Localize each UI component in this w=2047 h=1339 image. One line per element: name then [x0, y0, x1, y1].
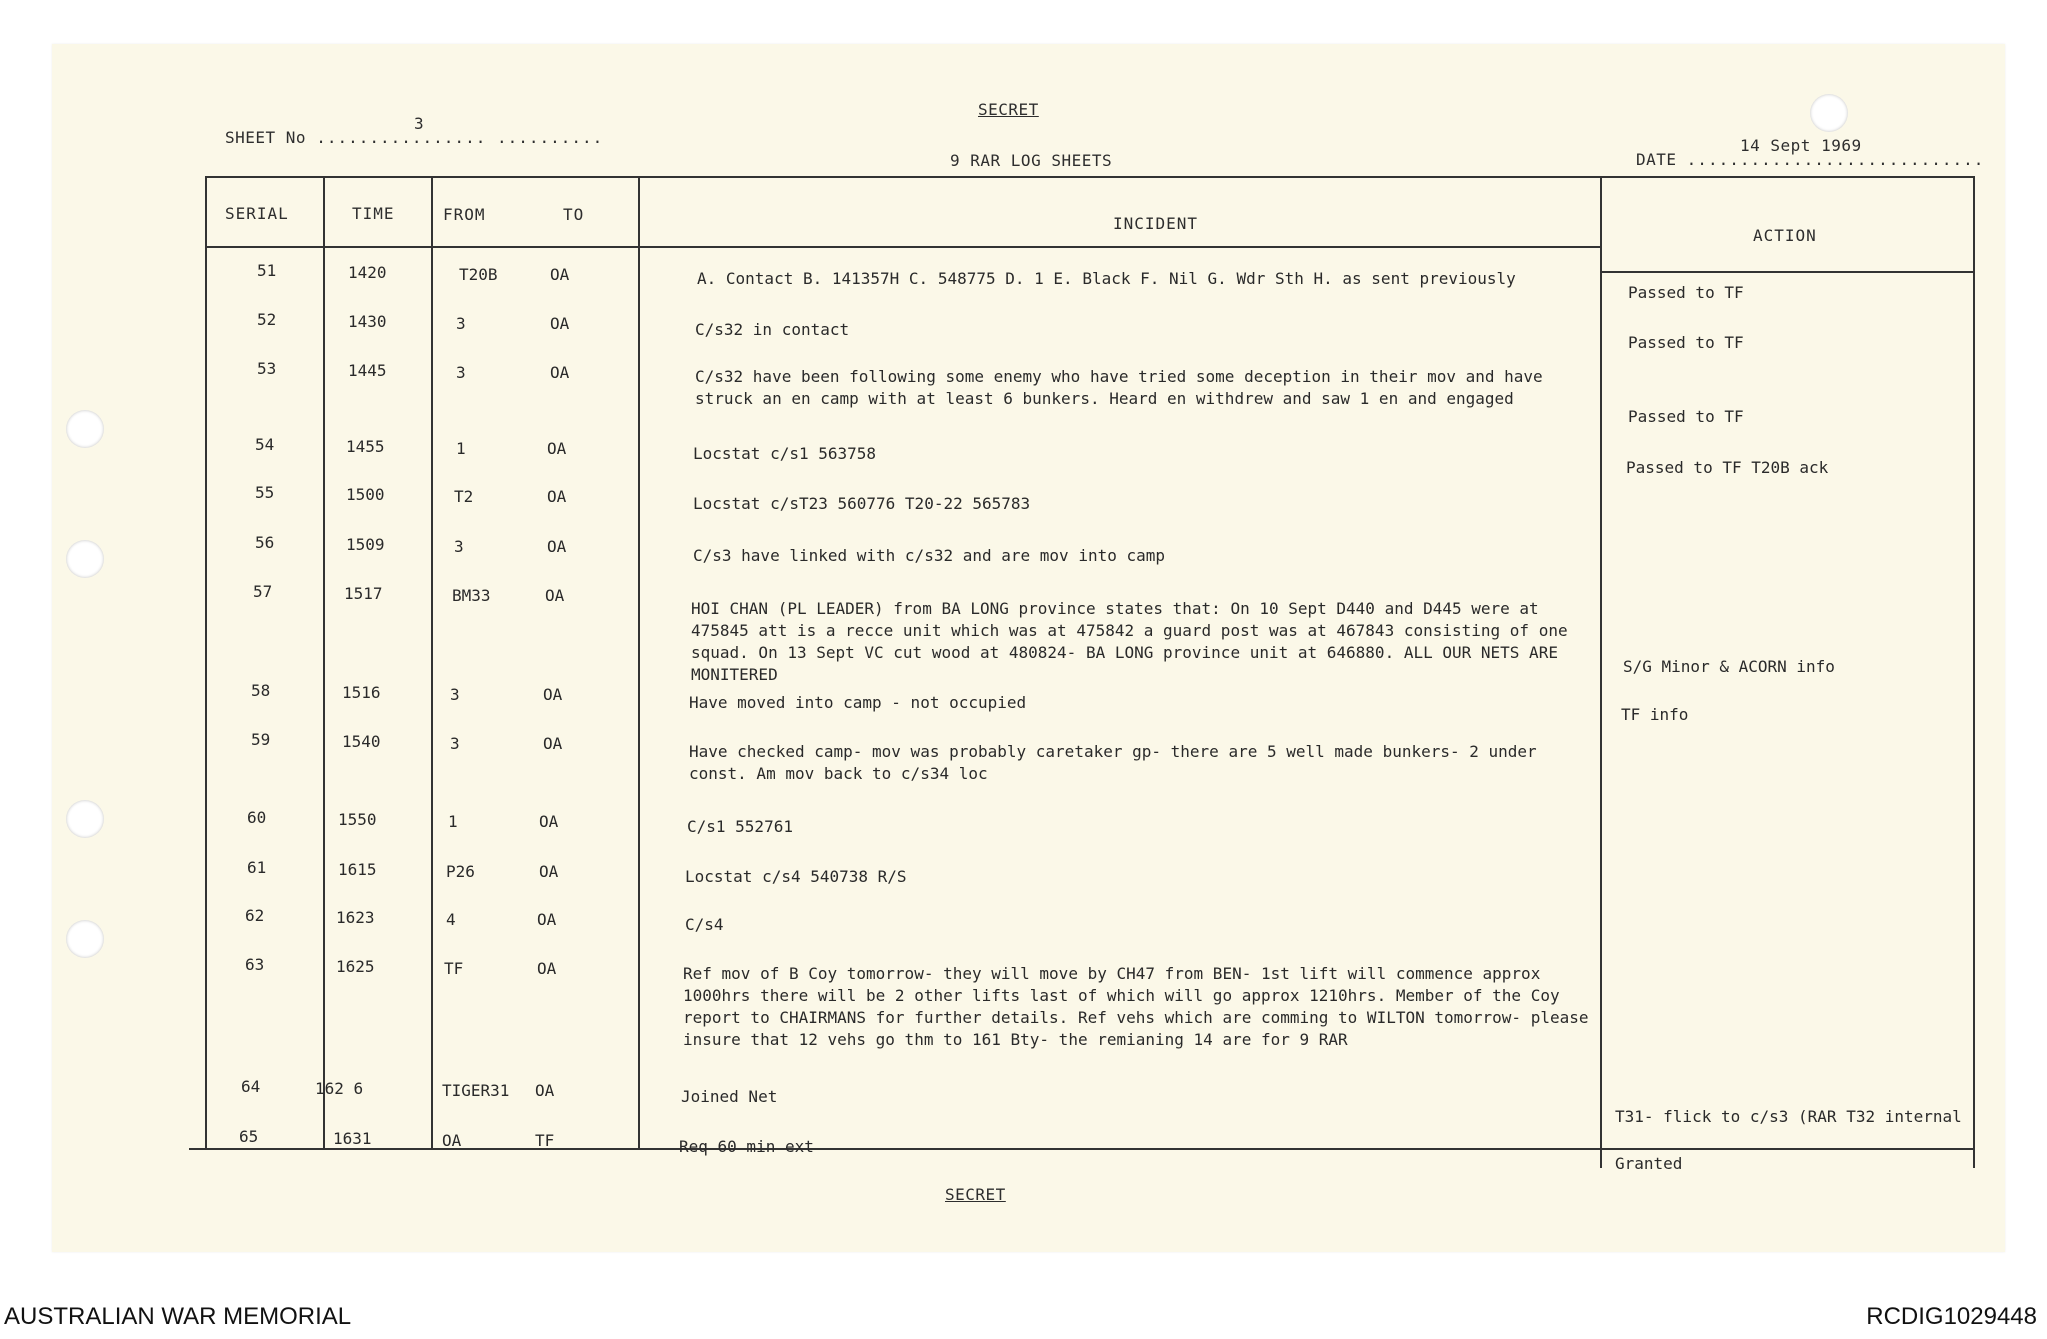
footer-id: RCDIG1029448 [1866, 1303, 2037, 1330]
row-62-serial: 62 [245, 906, 265, 925]
row-65-serial: 65 [239, 1127, 259, 1146]
row-53-incident: C/s32 have been following some enemy who have tried some deception in their mov and have struck an en camp with at least 6 bunkers. Heard en withdrew and saw 1 en and engaged [695, 367, 1543, 408]
row-64-from: TIGER31 [442, 1081, 510, 1100]
date-label: DATE [1636, 150, 1677, 169]
row-56-time: 1509 [346, 535, 385, 554]
row-58-from: 3 [450, 685, 460, 704]
row-61-from: P26 [446, 862, 475, 881]
row-51-from: T20B [459, 265, 498, 284]
col-divider-incident [638, 176, 640, 1150]
row-55-incident: Locstat c/sT23 560776 T20-22 565783 [693, 494, 1031, 513]
row-62-incident: C/s4 [685, 915, 724, 934]
row-52-action: Passed to TF [1628, 333, 1744, 352]
row-52-serial: 52 [257, 310, 277, 329]
row-51-to: OA [550, 265, 570, 284]
row-59-serial: 59 [251, 730, 271, 749]
row-57-from: BM33 [452, 586, 491, 605]
row-64-to: OA [535, 1081, 555, 1100]
row-54-action: Passed to TF T20B ack [1626, 458, 1829, 477]
row-64-serial: 64 [241, 1077, 261, 1096]
row-61-serial: 61 [247, 858, 267, 877]
footer-source: AUSTRALIAN WAR MEMORIAL [4, 1303, 352, 1330]
row-53-action: Passed to TF [1628, 407, 1744, 426]
header-incident: INCIDENT [1113, 214, 1199, 233]
row-65-from: OA [442, 1131, 462, 1150]
row-63-serial: 63 [245, 955, 265, 974]
row-65-time: 1631 [333, 1129, 372, 1148]
date-value: 14 Sept 1969 [1740, 136, 1862, 155]
table-top-border [205, 176, 1975, 178]
row-61-to: OA [539, 862, 559, 881]
header-divider-right [1600, 271, 1975, 273]
punch-hole-2 [66, 540, 104, 578]
col-divider-serial [205, 176, 207, 1150]
row-62-time: 1623 [336, 908, 375, 927]
row-54-incident: Locstat c/s1 563758 [693, 444, 877, 463]
row-60-time: 1550 [338, 810, 377, 829]
row-51-action: Passed to TF [1628, 283, 1744, 302]
row-57-to: OA [545, 586, 565, 605]
punch-hole-4 [66, 920, 104, 958]
row-53-from: 3 [456, 363, 466, 382]
row-60-to: OA [539, 812, 559, 831]
header-divider-left [205, 246, 1600, 248]
punch-hole-top-right [1810, 94, 1848, 132]
row-56-incident: C/s3 have linked with c/s32 and are mov into camp [693, 546, 1166, 565]
classification-bottom: SECRET [945, 1185, 1006, 1204]
row-62-from: 4 [446, 910, 456, 929]
classification-top: SECRET [978, 100, 1039, 119]
row-51-incident: A. Contact B. 141357H C. 548775 D. 1 E. Black F. Nil G. Wdr Sth H. as sent previously [697, 269, 1516, 288]
row-59-to: OA [543, 734, 563, 753]
row-55-serial: 55 [255, 483, 275, 502]
date-field: DATE ............................ [1636, 150, 1985, 169]
row-56-serial: 56 [255, 533, 275, 552]
row-61-incident: Locstat c/s4 540738 R/S [685, 867, 907, 886]
row-64-time: 162 6 [315, 1079, 364, 1098]
punch-hole-3 [66, 800, 104, 838]
row-56-to: OA [547, 537, 567, 556]
header-to: TO [563, 205, 585, 224]
document-title: 9 RAR LOG SHEETS [950, 151, 1113, 170]
row-60-serial: 60 [247, 808, 267, 827]
row-63-to: OA [537, 959, 557, 978]
row-54-serial: 54 [255, 435, 275, 454]
col-divider-time [323, 176, 325, 1150]
header-action: ACTION [1753, 226, 1817, 245]
row-53-to: OA [550, 363, 570, 382]
sheet-number: 3 [414, 114, 425, 133]
row-52-to: OA [550, 314, 570, 333]
row-52-from: 3 [456, 314, 466, 333]
sheet-label-text: SHEET No [225, 128, 307, 147]
row-52-incident: C/s32 in contact [695, 320, 850, 339]
row-55-to: OA [547, 487, 567, 506]
row-58-incident: Have moved into camp - not occupied [689, 693, 1027, 712]
col-divider-right [1973, 176, 1975, 1168]
row-63-time: 1625 [336, 957, 375, 976]
row-60-from: 1 [448, 812, 458, 831]
row-54-time: 1455 [346, 437, 385, 456]
row-51-serial: 51 [257, 261, 277, 280]
row-58-time: 1516 [342, 683, 381, 702]
row-55-time: 1500 [346, 485, 385, 504]
row-58-action: TF info [1621, 705, 1689, 724]
row-57-serial: 57 [253, 582, 273, 601]
row-59-time: 1540 [342, 732, 381, 751]
row-56-from: 3 [454, 537, 464, 556]
header-serial: SERIAL [225, 204, 289, 223]
row-57-incident: HOI CHAN (PL LEADER) from BA LONG province states that: On 10 Sept D440 and D445 were at 475845 att is a recce unit which was at 475842 a guard post was at 467843 consisting of one squad. On 13 Sept VC cut wood at 480824- BA LONG province unit at 646880. ALL OUR NETS ARE MONITERED [691, 599, 1568, 684]
punch-hole-1 [66, 410, 104, 448]
row-57-time: 1517 [344, 584, 383, 603]
header-from: FROM [443, 205, 486, 224]
row-65-to: TF [535, 1131, 555, 1150]
row-54-from: 1 [456, 439, 466, 458]
row-53-serial: 53 [257, 359, 277, 378]
row-54-to: OA [547, 439, 567, 458]
row-59-from: 3 [450, 734, 460, 753]
header-time: TIME [352, 204, 395, 223]
row-64-incident: Joined Net [681, 1087, 778, 1106]
row-52-time: 1430 [348, 312, 387, 331]
row-62-to: OA [537, 910, 557, 929]
row-51-time: 1420 [348, 263, 387, 282]
row-59-incident: Have checked camp- mov was probably caretaker gp- there are 5 well made bunkers- 2 under const. Am mov back to c/s34 loc [689, 742, 1537, 783]
row-58-to: OA [543, 685, 563, 704]
row-58-serial: 58 [251, 681, 271, 700]
row-64-action: T31- flick to c/s3 (RAR T32 internal [1615, 1107, 1962, 1126]
row-60-incident: C/s1 552761 [687, 817, 793, 836]
row-55-from: T2 [454, 487, 474, 506]
row-53-time: 1445 [348, 361, 387, 380]
row-63-incident: Ref mov of B Coy tomorrow- they will move by CH47 from BEN- 1st lift will commence approx 1000hrs there will be 2 other lifts last of which will go approx 1210hrs. Member of the Coy report to CHAIRMANS for further details. Ref vehs which are comming to WILTON tomorrow- please insure that 12 vehs go thm to 161 Bty- the remianing 14 are for 9 RAR [683, 964, 1589, 1049]
log-table [205, 176, 1975, 1173]
col-divider-from [431, 176, 433, 1150]
row-65-action: Granted [1615, 1154, 1683, 1173]
row-57-action: S/G Minor & ACORN info [1623, 657, 1835, 676]
row-63-from: TF [444, 959, 464, 978]
row-61-time: 1615 [338, 860, 377, 879]
row-65-incident: Req 60 min ext [679, 1137, 814, 1156]
sheet-label: SHEET No ................ .......... [225, 128, 604, 147]
